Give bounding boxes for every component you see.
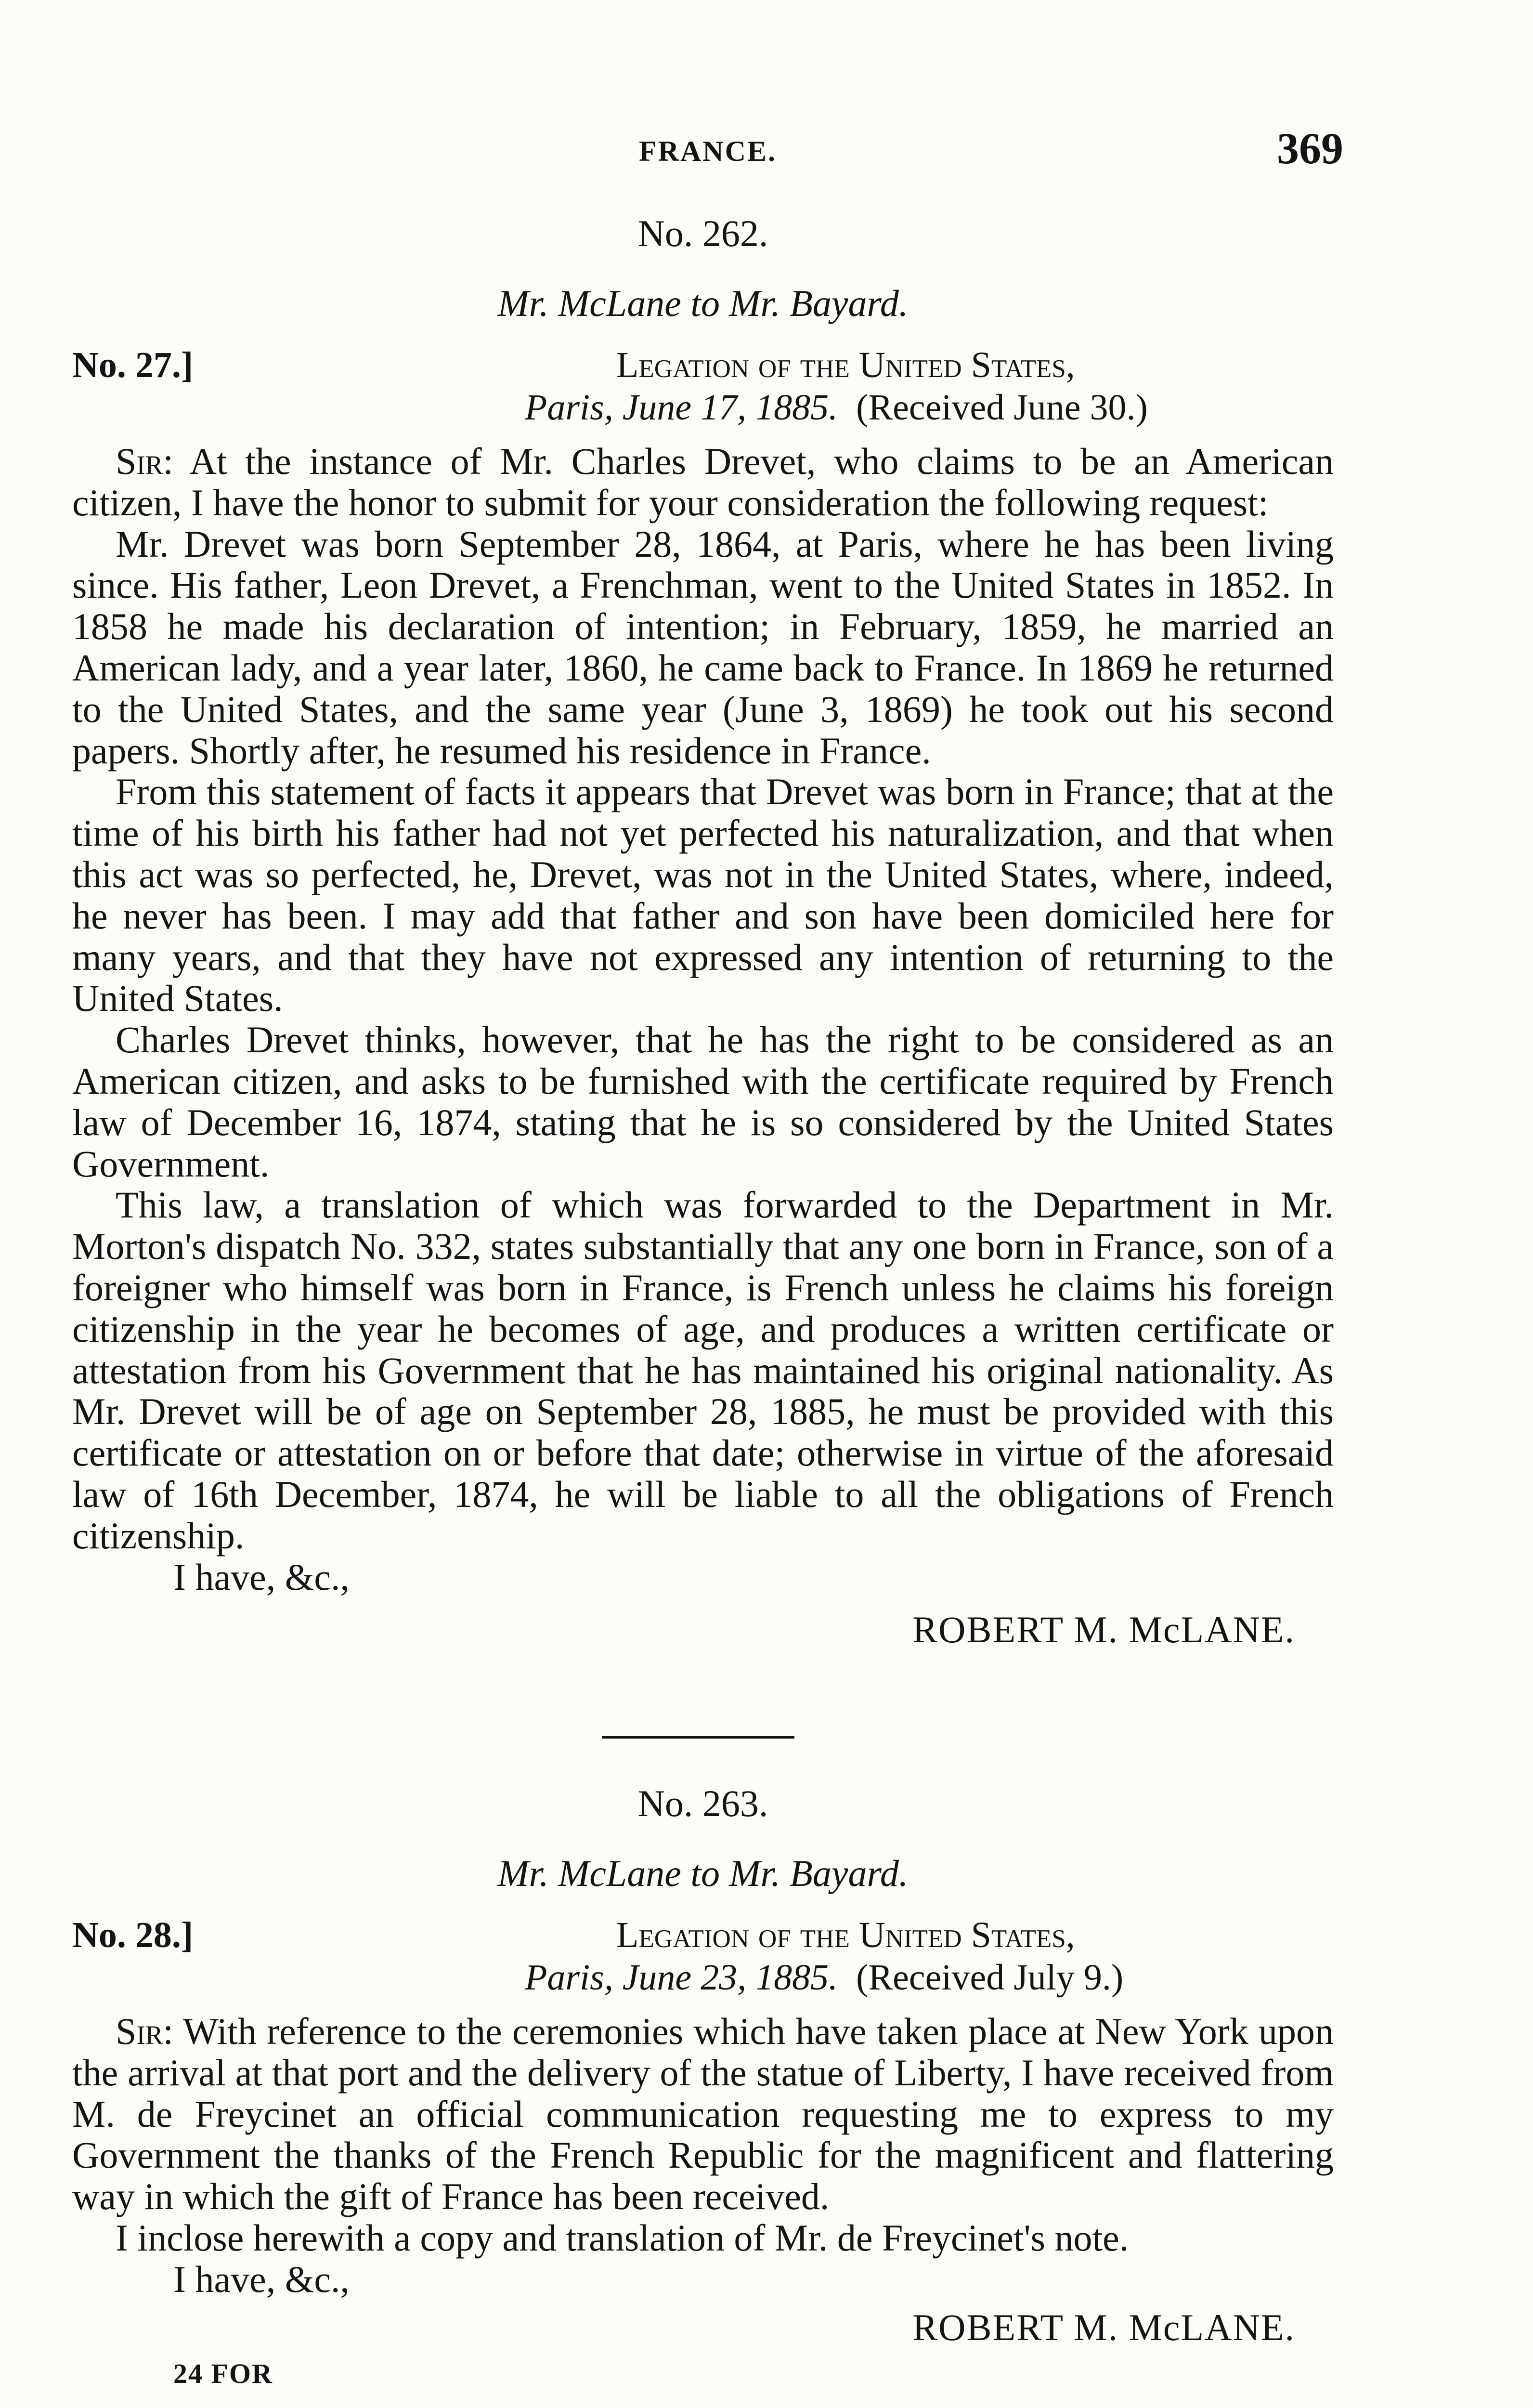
dispatch-line <box>72 344 1334 441</box>
page-number: 369 <box>1277 124 1343 173</box>
running-title: FRANCE. <box>639 135 777 167</box>
document-263 <box>72 1782 1334 2350</box>
dateline <box>525 1957 1123 1999</box>
place-date: Paris, June 17, 1885. <box>525 387 838 428</box>
paragraph: Charles Drevet thinks, however, that he has the right to be considered as an American citizen, and asks to be furnished with the certificate required by French law of December 16, 1874, stating that he is so considered by the United States Government. <box>72 1019 1334 1185</box>
paragraph-text: At the instance of Mr. Charles Drevet, who claims to be an American citizen, I have the honor to submit for your consideration the following request: <box>72 440 1334 523</box>
document-262 <box>72 212 1334 1652</box>
signature-mark: 24 FOR <box>173 2358 273 2389</box>
paragraph: This law, a translation of which was forwarded to the Department in Mr. Morton's dispatch No. 332, states substantially that any one born in France, son of a foreigner who himself was born in France, is French unless he claims his foreign citizenship in the year he becomes of age, and produces a written certificate or attestation from his Government that he has maintained his original nationality. As Mr. Drevet will be of age on September 28, 1885, he must be provided with this certificate or attestation on or before that date; otherwise in virtue of the aforesaid law of 16th December, 1874, he will be liable to all the obligations of French citizenship. <box>72 1184 1334 1557</box>
document-heading: Mr. McLane to Mr. Bayard. <box>497 1852 909 1894</box>
dateline <box>525 387 1148 429</box>
paragraph <box>72 2011 1334 2217</box>
salutation: Sir: <box>116 440 174 482</box>
signature: ROBERT M. McLANE. <box>912 2306 1295 2348</box>
document-heading: Mr. McLane to Mr. Bayard. <box>497 282 909 324</box>
paragraph: I inclose herewith a copy and translation of Mr. de Freycinet's note. <box>116 2216 1129 2259</box>
closing: I have, &c., <box>173 1556 350 1598</box>
dispatch-number: No. 28.] <box>72 1915 194 1955</box>
legation-name: Legation of the United States, <box>616 345 1075 385</box>
document-number: No. 262. <box>637 212 768 254</box>
dispatch-line <box>72 1914 1334 2011</box>
paragraph: From this statement of facts it appears that Drevet was born in France; that at the time of his birth his father had not yet perfected his naturalization, and that when this act was so perfected, he, Drevet, was not in the United States, where, indeed, he never has been. I may add that father and son have been domiciled here for many years, and that they have not expressed any intention of returning to the United States. <box>72 771 1334 1020</box>
page-header <box>72 120 1343 173</box>
salutation: Sir: <box>116 2010 174 2052</box>
section-divider <box>602 1736 794 1739</box>
paragraph: Mr. Drevet was born September 28, 1864, at Paris, where he has been living since. His father, Leon Drevet, a Frenchman, went to the United States in 1852. In 1858 he made his declaration of intention; in February, 1859, he married an American lady, and a year later, 1860, he came back to France. In 1869 he returned to the United States, and the same year (June 3, 1869) he took out his second papers. Shortly after, he resumed his residence in France. <box>72 523 1334 772</box>
paragraph-text: With reference to the ceremonies which have taken place at New York upon the arrival at that port and the delivery of the statue of Liberty, I have received from M. de Freycinet an official communication requesting me to express to my Government the thanks of the French Republic for the magnificent and flattering way in which the gift of France has been received. <box>72 2010 1334 2218</box>
received-date: (Received July 9.) <box>856 1957 1124 1998</box>
place-date: Paris, June 23, 1885. <box>525 1957 838 1998</box>
received-date: (Received June 30.) <box>856 387 1148 428</box>
document-number: No. 263. <box>637 1782 768 1824</box>
paragraph <box>72 441 1334 523</box>
legation-name: Legation of the United States, <box>616 1915 1075 1955</box>
dispatch-number: No. 27.] <box>72 345 194 385</box>
closing: I have, &c., <box>173 2258 350 2300</box>
signature: ROBERT M. McLANE. <box>912 1609 1295 1651</box>
